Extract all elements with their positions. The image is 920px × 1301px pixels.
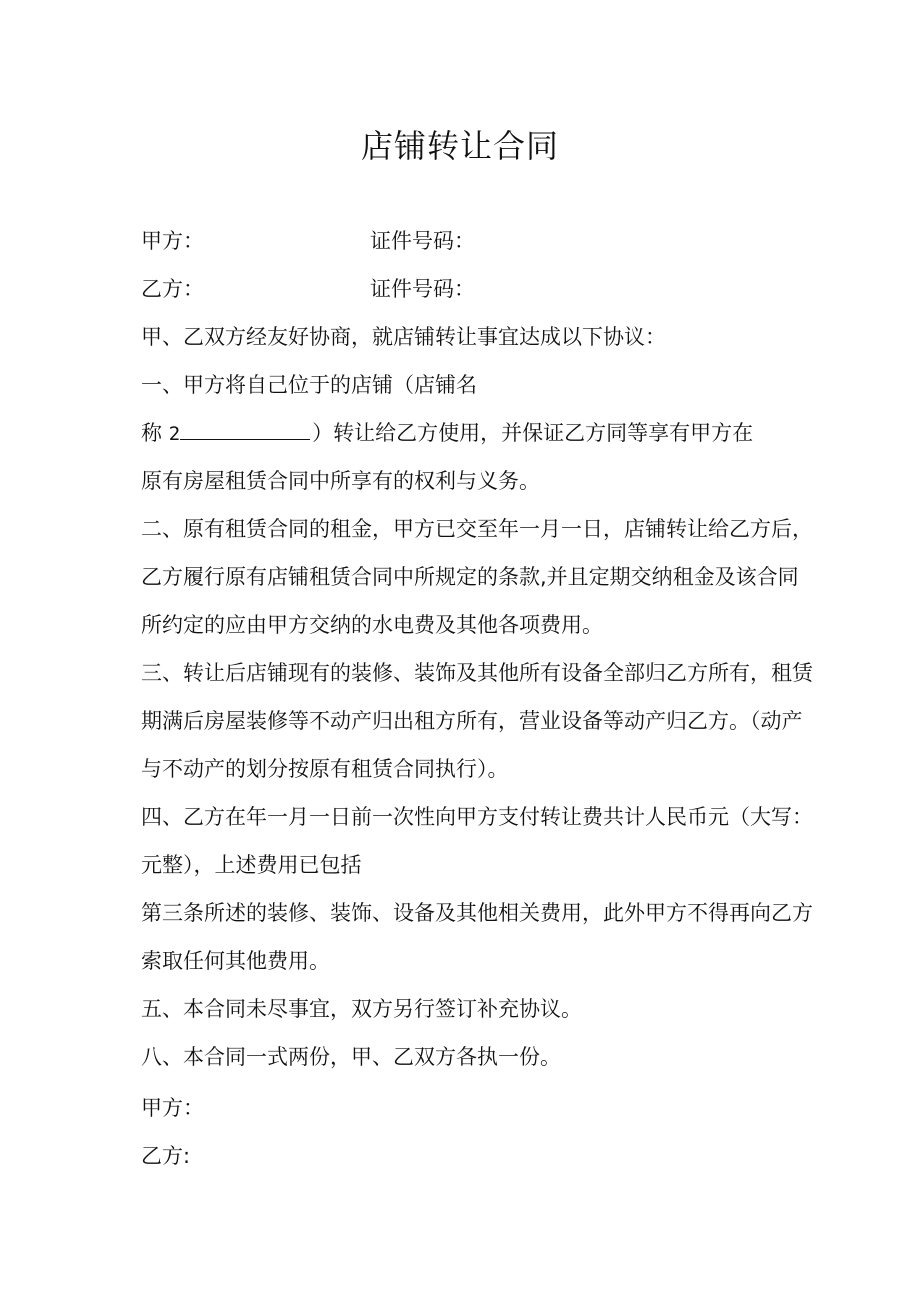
clause-3-line-1: 三、转让后店铺现有的装修、装饰及其他所有设备全部归乙方所有，租赁 (141, 661, 813, 685)
party-b-row (141, 274, 475, 304)
clause-1-suffix: ）转让给乙方使用，并保证乙方同等享有甲方在 (312, 421, 754, 445)
clause-1-prefix: 称 (141, 421, 162, 445)
clause-3-line-3: 与不动产的划分按原有租赁合同执行）。 (141, 757, 509, 781)
party-a-row (141, 226, 475, 256)
clause-4-line-4: 索取任何其他费用。 (141, 949, 330, 973)
clause-1-number: 2 (168, 423, 181, 445)
clause-4-line-3: 第三条所述的装修、装饰、设备及其他相关费用，此外甲方不得再向乙方 (141, 901, 813, 925)
party-a-id-label: 证件号码： (370, 229, 475, 253)
clause-2-line-3: 所约定的应由甲方交纳的水电费及其他各项费用。 (141, 613, 603, 637)
clause-3-line-2: 期满后房屋装修等不动产归出租方所有，营业设备等动产归乙方。（动产 (141, 709, 803, 733)
party-b-id-label: 证件号码： (370, 277, 475, 301)
clause-6: 八、本合同一式两份，甲、乙双方各执一份。 (141, 1045, 561, 1069)
clause-1-line-2 (141, 418, 753, 449)
signature-party-a: 甲方： (141, 1096, 204, 1120)
signature-party-b: 乙方: (141, 1144, 191, 1168)
clause-4-line-2: 元整），上述费用已包括 (141, 853, 362, 877)
clause-2-line-2: 乙方履行原有店铺租赁合同中所规定的条款,并且定期交纳租金及该合同 (141, 565, 799, 589)
clause-1-line-1: 一、甲方将自己位于的店铺（店铺名 (141, 373, 477, 397)
clause-4-line-1: 四、乙方在年一月一日前一次性向甲方支付转让费共计人民币元（大写： (141, 805, 813, 829)
party-b-label: 乙方： (141, 277, 204, 301)
clause-5: 五、本合同未尽事宜，双方另行签订补充协议。 (141, 997, 582, 1021)
party-a-label: 甲方： (141, 229, 204, 253)
document-title: 店铺转让合同 (360, 127, 559, 165)
intro-paragraph: 甲、乙双方经友好协商，就店铺转让事宜达成以下协议： (141, 325, 666, 349)
clause-2-line-1: 二、原有租赁合同的租金，甲方已交至年一月一日，店铺转让给乙方后， (141, 517, 813, 541)
clause-1-line-3: 原有房屋租赁合同中所享有的权利与义务。 (141, 469, 540, 493)
shop-name-blank (180, 419, 310, 440)
